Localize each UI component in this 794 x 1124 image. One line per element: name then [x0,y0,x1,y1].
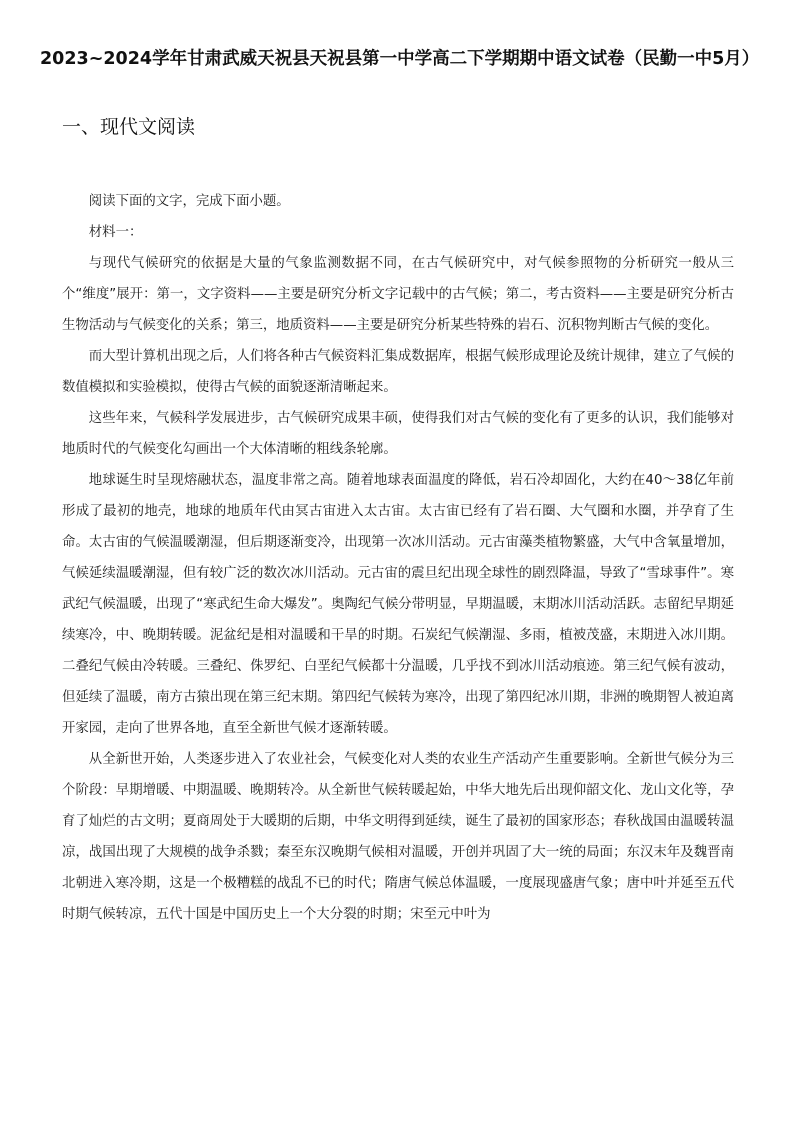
document-title: 2023~2024学年甘肃武威天祝县天祝县第一中学高二下学期期中语文试卷（民勤一中5月） [40,49,760,69]
reading-passage [62,186,734,930]
paragraph: 从全新世开始，人类逐步进入了农业社会，气候变化对人类的农业生产活动产生重要影响。全新世气候分为三个阶段：早期增暖、中期温暖、晚期转冷。从全新世气候转暖起始，中华大地先后出现仰韶文化、龙山文化等，孕育了灿烂的古文明；夏商周处于大暖期的后期，中华文明得到延续，诞生了最初的国家形态；春秋战国由温暖转温凉，战国出现了大规模的战争杀戮；秦至东汉晚期气候相对温暖，开创并巩固了大一统的局面；东汉末年及魏晋南北朝进入寒冷期，这是一个极糟糕的战乱不已的时代；隋唐气候总体温暖，一度展现盛唐气象；唐中叶并延至五代时期气候转凉，五代十国是中国历史上一个大分裂的时期；宋至元中叶为 [62,752,734,922]
paragraph: 而大型计算机出现之后，人们将各种古气候资料汇集成数据库，根据气候形成理论及统计规律，建立了气候的数值模拟和实验模拟，使得古气候的面貌逐渐清晰起来。 [62,349,734,395]
paragraph-material-label: 材料一： [88,225,143,240]
paragraph: 这些年来，气候科学发展进步，古气候研究成果丰硕，使得我们对古气候的变化有了更多的认识，我们能够对地质时代的气候变化勾画出一个大体清晰的粗线条轮廓。 [62,411,734,457]
paragraph: 地球诞生时呈现熔融状态，温度非常之高。随着地球表面温度的降低，岩石冷却固化，大约在40～38亿年前形成了最初的地壳，地球的地质年代由冥古宙进入太古宙。太古宙已经有了岩石圈、大气圈和水圈，并孕育了生命。太古宙的气候温暖潮湿，但后期逐渐变冷，出现第一次冰川活动。元古宙藻类植物繁盛，大气中含氧量增加，气候延续温暖潮湿，但有较广泛的数次冰川活动。元古宙的震旦纪出现全球性的剧烈降温，导致了“雪球事件”。寒武纪气候温暖，出现了“寒武纪生命大爆发”。奥陶纪气候分带明显，早期温暖，末期冰川活动活跃。志留纪早期延续寒冷，中、晚期转暖。泥盆纪是相对温暖和干旱的时期。石炭纪气候潮湿、多雨，植被茂盛，末期进入冰川期。二叠纪气候由冷转暖。三叠纪、侏罗纪、白垩纪气候都十分温暖，几乎找不到冰川活动痕迹。第三纪气候有波动，但延续了温暖，南方古猿出现在第三纪末期。第四纪气候转为寒冷，出现了第四纪冰川期，非洲的晚期智人被迫离开家园，走向了世界各地，直至全新世气候才逐渐转暖。 [62,473,734,736]
section-heading: 一、现代文阅读 [62,116,196,138]
paragraph-instruction: 阅读下面的文字，完成下面小题。 [88,194,290,209]
paragraph: 与现代气候研究的依据是大量的气象监测数据不同，在古气候研究中，对气候参照物的分析研究一般从三个“维度”展开：第一，文字资料——主要是研究分析文字记载中的古气候；第二，考古资料——主要是研究分析古生物活动与气候变化的关系；第三，地质资料——主要是研究分析某些特殊的岩石、沉积物判断古气候的变化。 [62,256,734,333]
